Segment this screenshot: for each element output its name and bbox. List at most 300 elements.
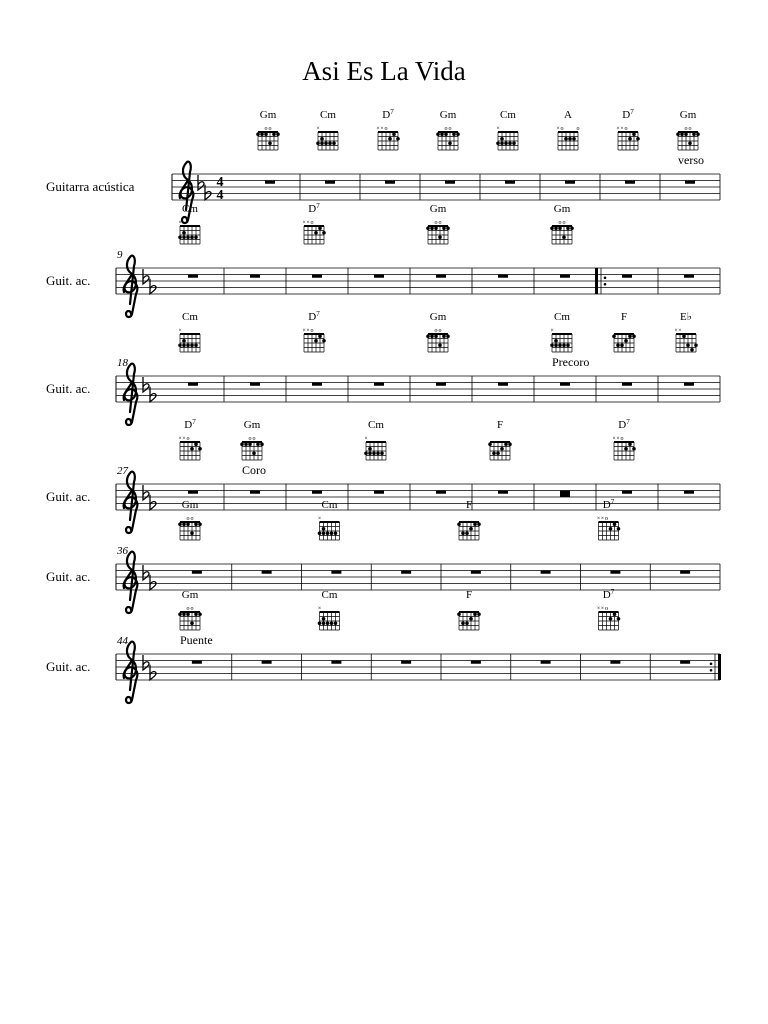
muted-string-marker: × bbox=[496, 126, 500, 132]
finger-dot bbox=[632, 447, 636, 451]
finger-dot bbox=[504, 442, 508, 446]
whole-rest bbox=[325, 181, 335, 184]
muted-string-marker: × bbox=[302, 220, 306, 226]
muted-string-marker: × bbox=[182, 436, 186, 442]
muted-string-marker: × bbox=[678, 328, 682, 334]
muted-string-marker: × bbox=[316, 126, 320, 132]
finger-dot bbox=[461, 621, 465, 625]
whole-rest bbox=[560, 275, 570, 278]
finger-dot bbox=[322, 621, 326, 625]
instrument-label: Guit. ac. bbox=[46, 273, 91, 288]
staff-system bbox=[46, 108, 720, 223]
measure-number: 36 bbox=[117, 545, 128, 557]
finger-dot bbox=[444, 132, 448, 136]
treble-clef-icon bbox=[124, 472, 138, 533]
open-string-marker: o bbox=[438, 220, 442, 226]
finger-dot bbox=[488, 442, 492, 446]
muted-string-marker: × bbox=[178, 220, 182, 226]
finger-dot bbox=[252, 451, 256, 455]
instrument-label: Guit. ac. bbox=[46, 659, 91, 674]
finger-dot bbox=[688, 141, 692, 145]
chord-name: F bbox=[620, 311, 628, 323]
finger-dot bbox=[566, 343, 570, 347]
flat-path bbox=[143, 565, 149, 580]
time-signature-bottom: 4 bbox=[216, 188, 224, 203]
finger-dot bbox=[322, 339, 326, 343]
finger-dot bbox=[684, 132, 688, 136]
finger-dot bbox=[554, 339, 558, 343]
finger-dot bbox=[473, 612, 477, 616]
finger-dot bbox=[442, 226, 446, 230]
finger-dot bbox=[438, 235, 442, 239]
finger-dot bbox=[364, 451, 368, 455]
chord-name: $D^7$ bbox=[308, 310, 320, 323]
finger-dot bbox=[477, 612, 481, 616]
chord-diagram bbox=[240, 436, 264, 460]
finger-dot bbox=[469, 617, 473, 621]
instrument-label: Guitarra acústica bbox=[46, 179, 135, 194]
flat-path bbox=[198, 175, 204, 190]
chord-diagram bbox=[597, 516, 620, 540]
finger-dot bbox=[508, 141, 512, 145]
finger-dot bbox=[392, 132, 396, 136]
finger-dot bbox=[322, 617, 326, 621]
chord-superscript: 7 bbox=[610, 498, 615, 506]
chord-diagram bbox=[496, 126, 518, 150]
finger-dot bbox=[320, 137, 324, 141]
whole-rest bbox=[541, 661, 551, 664]
finger-dot bbox=[318, 621, 322, 625]
chord-name: Cm bbox=[182, 311, 198, 323]
chord-superscript: 7 bbox=[316, 202, 320, 210]
finger-dot bbox=[190, 621, 194, 625]
whole-rest bbox=[436, 383, 446, 386]
whole-rest bbox=[610, 661, 620, 664]
flat-path bbox=[143, 377, 149, 392]
whole-rest bbox=[401, 571, 411, 574]
open-string-marker: o bbox=[186, 606, 190, 612]
chord-name: $D^7$ bbox=[184, 418, 196, 431]
finger-dot bbox=[426, 226, 430, 230]
repeat-dot bbox=[604, 283, 607, 286]
finger-dot bbox=[500, 137, 504, 141]
finger-dot bbox=[322, 527, 326, 531]
treble-clef-path bbox=[124, 364, 138, 425]
open-string-marker: o bbox=[190, 516, 194, 522]
chord-name: Cm bbox=[368, 419, 384, 431]
open-string-marker: o bbox=[558, 220, 562, 226]
finger-dot bbox=[186, 235, 190, 239]
open-string-marker: o bbox=[624, 126, 628, 132]
thick-barline bbox=[595, 268, 598, 294]
finger-dot bbox=[376, 451, 380, 455]
muted-string-marker: × bbox=[600, 516, 605, 522]
chord-name: Gm bbox=[439, 109, 457, 121]
finger-dot bbox=[628, 334, 632, 338]
chord-diagram bbox=[676, 126, 700, 150]
open-string-marker: o bbox=[434, 328, 438, 334]
finger-dot bbox=[396, 137, 400, 141]
measure-number: 18 bbox=[117, 357, 128, 369]
finger-dot bbox=[182, 612, 186, 616]
chord-name: Gm bbox=[181, 499, 199, 511]
muted-string-marker: × bbox=[302, 328, 306, 334]
muted-string-marker: × bbox=[620, 126, 624, 132]
open-string-marker: o bbox=[434, 220, 438, 226]
chord-superscript: 7 bbox=[610, 588, 615, 596]
chord-diagram bbox=[316, 126, 338, 150]
whole-rest bbox=[188, 275, 198, 278]
finger-dot bbox=[182, 522, 186, 526]
whole-rest bbox=[436, 275, 446, 278]
open-string-marker: o bbox=[310, 328, 314, 334]
whole-rest bbox=[471, 661, 481, 664]
finger-dot bbox=[448, 141, 452, 145]
muted-string-marker: × bbox=[317, 606, 322, 612]
finger-dot bbox=[504, 141, 508, 145]
open-string-marker: o bbox=[186, 436, 190, 442]
finger-dot bbox=[194, 522, 198, 526]
chord-name: Gm bbox=[553, 203, 571, 215]
finger-dot bbox=[186, 612, 190, 616]
treble-clef-path bbox=[124, 472, 138, 533]
whole-rest bbox=[610, 571, 620, 574]
finger-dot bbox=[570, 226, 574, 230]
finger-dot bbox=[617, 527, 621, 531]
staff-system bbox=[46, 498, 720, 613]
whole-rest bbox=[684, 383, 694, 386]
finger-dot bbox=[554, 343, 558, 347]
chord-diagram bbox=[436, 126, 460, 150]
muted-string-marker: × bbox=[306, 328, 310, 334]
finger-dot bbox=[260, 442, 264, 446]
finger-dot bbox=[430, 226, 434, 230]
whole-rest bbox=[541, 571, 551, 574]
finger-dot bbox=[564, 137, 568, 141]
chord-name: Gm bbox=[259, 109, 277, 121]
whole-rest bbox=[192, 571, 202, 574]
open-string-marker: o bbox=[688, 126, 692, 132]
section-label: verso bbox=[678, 153, 704, 167]
finger-dot bbox=[330, 531, 334, 535]
finger-dot bbox=[440, 132, 444, 136]
chord-diagram bbox=[597, 606, 620, 630]
muted-string-marker: × bbox=[550, 328, 554, 334]
chord-diagram bbox=[364, 436, 386, 460]
flat-path bbox=[143, 485, 149, 500]
whole-rest bbox=[684, 275, 694, 278]
open-string-marker: o bbox=[605, 606, 608, 612]
finger-dot bbox=[368, 447, 372, 451]
staff-system bbox=[46, 588, 721, 703]
finger-dot bbox=[572, 137, 576, 141]
finger-dot bbox=[318, 531, 322, 535]
treble-clef-path bbox=[124, 552, 138, 613]
section-label: Precoro bbox=[552, 355, 590, 369]
chord-name: Cm bbox=[182, 203, 198, 215]
finger-dot bbox=[182, 235, 186, 239]
finger-dot bbox=[566, 226, 570, 230]
finger-dot bbox=[194, 235, 198, 239]
finger-dot bbox=[442, 334, 446, 338]
finger-dot bbox=[330, 621, 334, 625]
muted-string-marker: × bbox=[600, 606, 605, 612]
whole-rest bbox=[331, 571, 341, 574]
treble-clef-icon bbox=[124, 642, 138, 703]
muted-string-marker: × bbox=[616, 126, 620, 132]
treble-clef-path bbox=[124, 256, 138, 317]
finger-dot bbox=[461, 531, 465, 535]
instrument-label: Guit. ac. bbox=[46, 381, 91, 396]
treble-clef-path bbox=[124, 642, 138, 703]
open-string-marker: o bbox=[268, 126, 272, 132]
finger-dot bbox=[322, 231, 326, 235]
open-string-marker: o bbox=[190, 606, 194, 612]
chord-diagram bbox=[302, 220, 325, 244]
open-string-marker: o bbox=[576, 126, 580, 132]
finger-dot bbox=[628, 442, 632, 446]
finger-dot bbox=[318, 334, 322, 338]
chord-diagram bbox=[426, 328, 450, 352]
muted-string-marker: × bbox=[596, 606, 601, 612]
finger-dot bbox=[326, 531, 330, 535]
whole-rest bbox=[374, 383, 384, 386]
finger-dot bbox=[380, 451, 384, 455]
finger-dot bbox=[182, 339, 186, 343]
finger-dot bbox=[456, 132, 460, 136]
whole-rest bbox=[622, 275, 632, 278]
staff-system bbox=[46, 418, 720, 533]
whole-rest bbox=[312, 383, 322, 386]
chord-diagram bbox=[426, 220, 450, 244]
finger-dot bbox=[609, 527, 613, 531]
finger-dot bbox=[328, 141, 332, 145]
whole-rest bbox=[565, 181, 575, 184]
finger-dot bbox=[628, 137, 632, 141]
finger-dot bbox=[624, 339, 628, 343]
open-string-marker: o bbox=[448, 126, 452, 132]
whole-rest bbox=[401, 661, 411, 664]
finger-dot bbox=[612, 334, 616, 338]
whole-rest bbox=[498, 383, 508, 386]
chord-superscript: 7 bbox=[192, 418, 196, 426]
finger-dot bbox=[320, 141, 324, 145]
chord-diagram bbox=[178, 220, 200, 244]
finger-dot bbox=[194, 612, 198, 616]
whole-rest bbox=[250, 491, 260, 494]
finger-dot bbox=[434, 334, 438, 338]
chord-name: Cm bbox=[500, 109, 516, 121]
finger-dot bbox=[194, 442, 198, 446]
chord-name: F bbox=[465, 499, 473, 511]
open-string-marker: o bbox=[264, 126, 268, 132]
treble-clef-icon bbox=[124, 552, 138, 613]
finger-dot bbox=[469, 527, 473, 531]
open-string-marker: o bbox=[248, 436, 252, 442]
finger-dot bbox=[632, 132, 636, 136]
chord-name: F bbox=[496, 419, 504, 431]
finger-dot bbox=[568, 137, 572, 141]
muted-string-marker: × bbox=[612, 436, 616, 442]
finger-dot bbox=[500, 447, 504, 451]
finger-dot bbox=[620, 343, 624, 347]
finger-dot bbox=[388, 137, 392, 141]
finger-dot bbox=[694, 343, 698, 347]
chord-diagram bbox=[550, 328, 572, 352]
chord-name: Cm bbox=[554, 311, 570, 323]
finger-dot bbox=[473, 522, 477, 526]
open-string-marker: o bbox=[605, 516, 608, 522]
open-string-marker: o bbox=[438, 328, 442, 334]
chord-superscript: 7 bbox=[390, 108, 394, 116]
finger-dot bbox=[178, 235, 182, 239]
whole-rest bbox=[445, 181, 455, 184]
finger-dot bbox=[194, 343, 198, 347]
flat-icon bbox=[143, 655, 149, 670]
finger-dot bbox=[334, 531, 338, 535]
whole-rest bbox=[250, 275, 260, 278]
muted-string-marker: × bbox=[178, 328, 182, 334]
finger-dot bbox=[426, 334, 430, 338]
chord-name: $D^7$ bbox=[382, 108, 394, 121]
whole-rest bbox=[622, 491, 632, 494]
finger-dot bbox=[190, 343, 194, 347]
whole-rest bbox=[374, 491, 384, 494]
chord-diagram bbox=[457, 522, 481, 540]
chord-name: E♭ bbox=[680, 311, 692, 323]
finger-dot bbox=[512, 141, 516, 145]
measure-number: 9 bbox=[117, 249, 123, 261]
finger-dot bbox=[636, 137, 640, 141]
finger-dot bbox=[682, 334, 686, 338]
finger-dot bbox=[198, 522, 202, 526]
whole-rest bbox=[498, 275, 508, 278]
whole-rest bbox=[622, 383, 632, 386]
whole-rest bbox=[505, 181, 515, 184]
finger-dot bbox=[322, 531, 326, 535]
chord-diagram bbox=[550, 220, 574, 244]
finger-dot bbox=[696, 132, 700, 136]
whole-rest bbox=[262, 571, 272, 574]
finger-dot bbox=[244, 442, 248, 446]
muted-string-marker: × bbox=[674, 328, 678, 334]
finger-dot bbox=[256, 442, 260, 446]
chord-name: Gm bbox=[429, 203, 447, 215]
whole-rest bbox=[680, 571, 690, 574]
chord-name: Gm bbox=[429, 311, 447, 323]
finger-dot bbox=[624, 447, 628, 451]
finger-dot bbox=[562, 235, 566, 239]
finger-dot bbox=[613, 522, 617, 526]
finger-dot bbox=[178, 522, 182, 526]
muted-string-marker: × bbox=[556, 126, 560, 132]
finger-dot bbox=[680, 132, 684, 136]
repeat-dot bbox=[710, 662, 713, 665]
whole-rest bbox=[680, 661, 690, 664]
chord-name: Cm bbox=[321, 499, 338, 511]
flat-path bbox=[143, 655, 149, 670]
instrument-label: Guit. ac. bbox=[46, 569, 91, 584]
finger-dot bbox=[692, 132, 696, 136]
score-title: Asi Es La Vida bbox=[302, 56, 466, 86]
whole-rest bbox=[188, 383, 198, 386]
thick-barline bbox=[718, 654, 721, 680]
open-string-marker: o bbox=[562, 220, 566, 226]
finger-dot bbox=[186, 522, 190, 526]
finger-dot bbox=[616, 343, 620, 347]
finger-dot bbox=[686, 343, 690, 347]
chord-name: Gm bbox=[679, 109, 697, 121]
finger-dot bbox=[178, 612, 182, 616]
chord-name: Gm bbox=[243, 419, 261, 431]
open-string-marker: o bbox=[252, 436, 256, 442]
chord-diagram bbox=[302, 328, 325, 352]
finger-dot bbox=[182, 231, 186, 235]
measure-number: 44 bbox=[117, 635, 128, 647]
finger-dot bbox=[558, 343, 562, 347]
whole-rest bbox=[436, 491, 446, 494]
whole-rest bbox=[560, 383, 570, 386]
finger-dot bbox=[457, 612, 461, 616]
chord-superscript: 7 bbox=[316, 310, 320, 318]
chord-name: Cm bbox=[321, 589, 338, 601]
staff-system bbox=[46, 310, 720, 425]
finger-dot bbox=[434, 226, 438, 230]
open-string-marker: o bbox=[384, 126, 388, 132]
chord-name: $D^7$ bbox=[602, 498, 615, 511]
finger-dot bbox=[190, 531, 194, 535]
whole-rest bbox=[331, 661, 341, 664]
whole-rest bbox=[684, 491, 694, 494]
finger-dot bbox=[500, 141, 504, 145]
chord-diagram bbox=[178, 516, 202, 540]
chord-diagram bbox=[376, 126, 399, 150]
flat-icon bbox=[143, 269, 149, 284]
finger-dot bbox=[554, 226, 558, 230]
chord-name: A bbox=[564, 109, 572, 121]
whole-rest bbox=[685, 181, 695, 184]
chord-diagram bbox=[318, 606, 340, 630]
finger-dot bbox=[198, 447, 202, 451]
finger-dot bbox=[318, 226, 322, 230]
finger-dot bbox=[198, 612, 202, 616]
staff-system bbox=[46, 202, 720, 317]
finger-dot bbox=[465, 621, 469, 625]
finger-dot bbox=[326, 621, 330, 625]
finger-dot bbox=[190, 235, 194, 239]
finger-dot bbox=[613, 612, 617, 616]
open-string-marker: o bbox=[444, 126, 448, 132]
chord-diagram bbox=[616, 126, 639, 150]
whole-rest bbox=[265, 181, 275, 184]
chord-name: $D^7$ bbox=[308, 202, 320, 215]
time-signature-top: 4 bbox=[216, 175, 224, 190]
chord-superscript: 7 bbox=[626, 418, 630, 426]
chord-name: $D^7$ bbox=[602, 588, 615, 601]
finger-dot bbox=[372, 451, 376, 455]
finger-dot bbox=[314, 231, 318, 235]
finger-dot bbox=[550, 226, 554, 230]
finger-dot bbox=[632, 334, 636, 338]
finger-dot bbox=[465, 531, 469, 535]
finger-dot bbox=[264, 132, 268, 136]
whole-rest bbox=[374, 275, 384, 278]
chord-diagram bbox=[318, 516, 340, 540]
flat-icon bbox=[143, 377, 149, 392]
finger-dot bbox=[676, 132, 680, 136]
muted-string-marker: × bbox=[616, 436, 620, 442]
muted-string-marker: × bbox=[178, 436, 182, 442]
